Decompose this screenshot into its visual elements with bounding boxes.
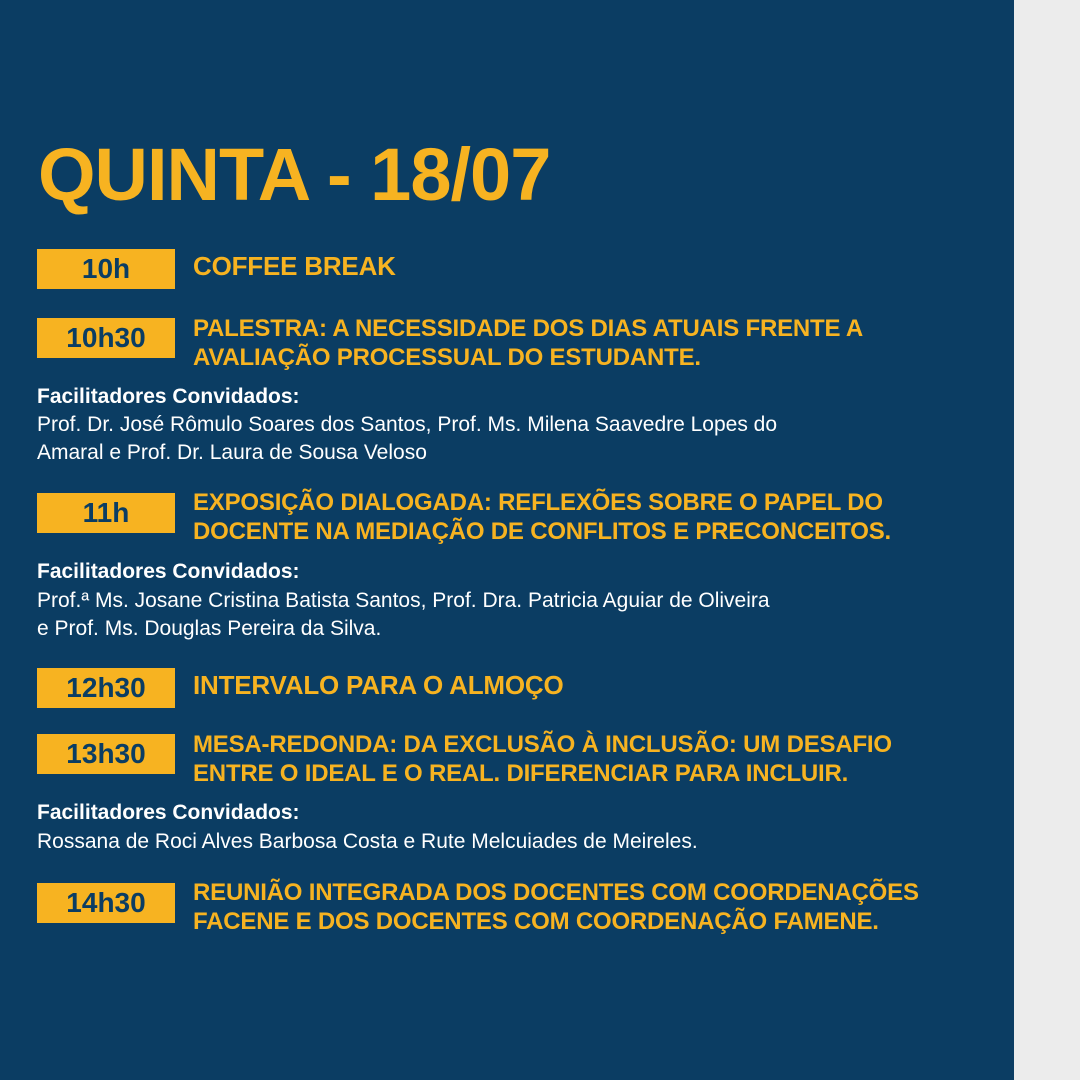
time-badge-12h30: 12h30	[37, 668, 175, 708]
event-title-line: EXPOSIÇÃO DIALOGADA: REFLEXÕES SOBRE O PAPEL DO	[193, 489, 883, 516]
facilitators-names-line: Rossana de Roci Alves Barbosa Costa e Rute Melcuiades de Meireles.	[37, 830, 698, 853]
event-title-line: AVALIAÇÃO PROCESSUAL DO ESTUDANTE.	[193, 344, 701, 371]
facilitators-names	[37, 828, 977, 856]
facilitators-label: Facilitadores Convidados:	[37, 385, 300, 408]
event-title-exposicao	[193, 488, 993, 546]
facilitators-names-line: Prof.ª Ms. Josane Cristina Batista Santos, Prof. Dra. Patricia Aguiar de Oliveira	[37, 589, 770, 612]
event-title-line: REUNIÃO INTEGRADA DOS DOCENTES COM COORDENAÇÕES	[193, 879, 919, 906]
event-title-intervalo: INTERVALO PARA O ALMOÇO	[193, 670, 564, 700]
time-badge-10h30: 10h30	[37, 318, 175, 358]
event-title-line: PALESTRA: A NECESSIDADE DOS DIAS ATUAIS FRENTE A	[193, 315, 863, 342]
event-title-line: FACENE E DOS DOCENTES COM COORDENAÇÃO FAMENE.	[193, 908, 879, 935]
event-title-palestra	[193, 314, 993, 372]
time-badge-10h: 10h	[37, 249, 175, 289]
facilitators-names	[37, 411, 977, 467]
facilitators-label: Facilitadores Convidados:	[37, 560, 300, 583]
facilitators-names-line: Prof. Dr. José Rômulo Soares dos Santos, Prof. Ms. Milena Saavedre Lopes do	[37, 413, 778, 436]
facilitators-label: Facilitadores Convidados:	[37, 801, 300, 824]
side-strip	[1014, 0, 1080, 1080]
facilitators-names-line: Amaral e Prof. Dr. Laura de Sousa Veloso	[37, 441, 427, 464]
event-title-coffee-break: COFFEE BREAK	[193, 251, 396, 281]
event-title-reuniao	[193, 878, 993, 936]
event-title-line: MESA-REDONDA: DA EXCLUSÃO À INCLUSÃO: UM DESAFIO	[193, 731, 892, 758]
time-badge-11h: 11h	[37, 493, 175, 533]
event-title-line: DOCENTE NA MEDIAÇÃO DE CONFLITOS E PRECONCEITOS.	[193, 518, 892, 545]
time-badge-13h30: 13h30	[37, 734, 175, 774]
event-title-mesa-redonda	[193, 730, 993, 788]
day-title: QUINTA - 18/07	[38, 133, 551, 216]
facilitators-names-line: e Prof. Ms. Douglas Pereira da Silva.	[37, 617, 382, 640]
facilitators-names	[37, 587, 977, 643]
time-badge-14h30: 14h30	[37, 883, 175, 923]
event-title-line: ENTRE O IDEAL E O REAL. DIFERENCIAR PARA INCLUIR.	[193, 760, 849, 787]
